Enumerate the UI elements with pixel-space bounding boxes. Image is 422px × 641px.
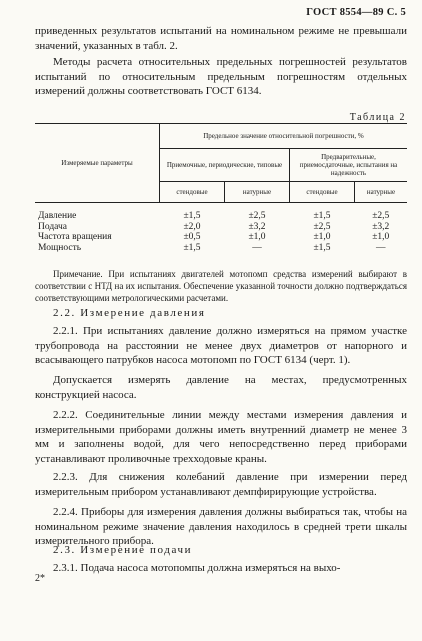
subheader-field-2: натурные: [355, 182, 408, 203]
group-acceptance: Приемочные, периодические, типовые: [160, 149, 290, 182]
paragraph-2-2-3: 2.2.3. Для снижения колебаний давление при измерении перед измерительным прибором устанавливают демпфирирующие устройства.: [35, 471, 407, 498]
row-param: Давление: [38, 211, 77, 221]
row-value: —: [376, 242, 386, 253]
limit-header: Предельное значение относительной погрешности, %: [160, 124, 408, 149]
page-signature-mark: 2*: [35, 573, 45, 584]
table-note: Примечание. При испытаниях двигателей мотопомп средства измерений выбирают в соответствии с НТД на их испытания. Обеспечение указанной точности должно подтверждаться соответствующими метрологическими расчетами.: [35, 269, 407, 303]
subheader-bench-2: стендовые: [290, 182, 355, 203]
row-value: ±2,0: [183, 221, 201, 232]
row-value: ±1,0: [313, 232, 331, 242]
subheader-bench-1: стендовые: [160, 182, 225, 203]
row-param: Мощность: [38, 242, 82, 253]
row-value: —: [252, 242, 262, 253]
paragraph-methods: Методы расчета относительных предельных погрешностей результатов испытаний по относительным предельным погрешностям отдельных измерений должны соответствовать ГОСТ 6134.: [35, 56, 407, 98]
row-value: ±3,2: [248, 221, 266, 232]
row-value: ±1,5: [183, 242, 201, 253]
table-caption: Таблица 2: [349, 112, 406, 123]
row-value: ±3,2: [372, 221, 390, 232]
paragraph-2-2-4: 2.2.4. Приборы для измерения давления должны выбираться так, чтобы на номинальном режиме значение давления находилось в средней трети шкалы измерительного прибора.: [35, 506, 407, 548]
page-header: ГОСТ 8554—89 С. 5: [306, 7, 406, 18]
paragraph-2-2-1-extra: Допускается измерять давление на местах, предусмотренных конструкцией насоса.: [35, 374, 407, 401]
row-value: ±2,5: [313, 221, 331, 232]
paragraph-2-2-2: 2.2.2. Соединительные линии между местами измерения давления и измерительными приборами должны иметь внутренний диаметр не менее 3 мм и заполнены водой, для чего непосредственно перед приборами устанавливают проливочные трехходовые краны.: [35, 409, 407, 466]
row-param: Подача: [38, 221, 68, 232]
row-param: Частота вращения: [38, 232, 112, 242]
row-value: ±1,0: [248, 232, 266, 242]
row-value: ±2,5: [248, 211, 266, 221]
row-value: ±1,5: [313, 211, 331, 221]
paragraph-2-2-1: 2.2.1. При испытаниях давление должно измеряться на прямом участке трубопровода на расстоянии не менее двух диаметров от напорного и всасывающего патрубков насоса мотопомп по ГОСТ 6134 (черт. 1).: [35, 325, 407, 367]
subheader-field-1: натурные: [225, 182, 290, 203]
param-header: Измеряемые параметры: [35, 124, 160, 203]
row-value: ±2,5: [372, 211, 390, 221]
paragraph-2-3-1: 2.3.1. Подача насоса мотопомпы должна измеряться на выхо-: [53, 562, 341, 574]
row-value: ±1,5: [183, 211, 201, 221]
paragraph-intro: приведенных результатов испытаний на номинальном режиме не превышали значений, указанных в табл. 2.: [35, 25, 407, 52]
error-limits-table: [35, 123, 407, 253]
row-value: ±0,5: [183, 232, 201, 242]
row-value: ±1,5: [313, 242, 331, 253]
section-heading-flow: 2.3. Измерение подачи: [53, 544, 193, 556]
row-value: ±1,0: [372, 232, 390, 242]
group-preliminary: Предварительные, приемосдаточные, испытания на надежность: [290, 149, 408, 182]
section-heading-pressure: 2.2. Измерение давления: [53, 307, 206, 319]
